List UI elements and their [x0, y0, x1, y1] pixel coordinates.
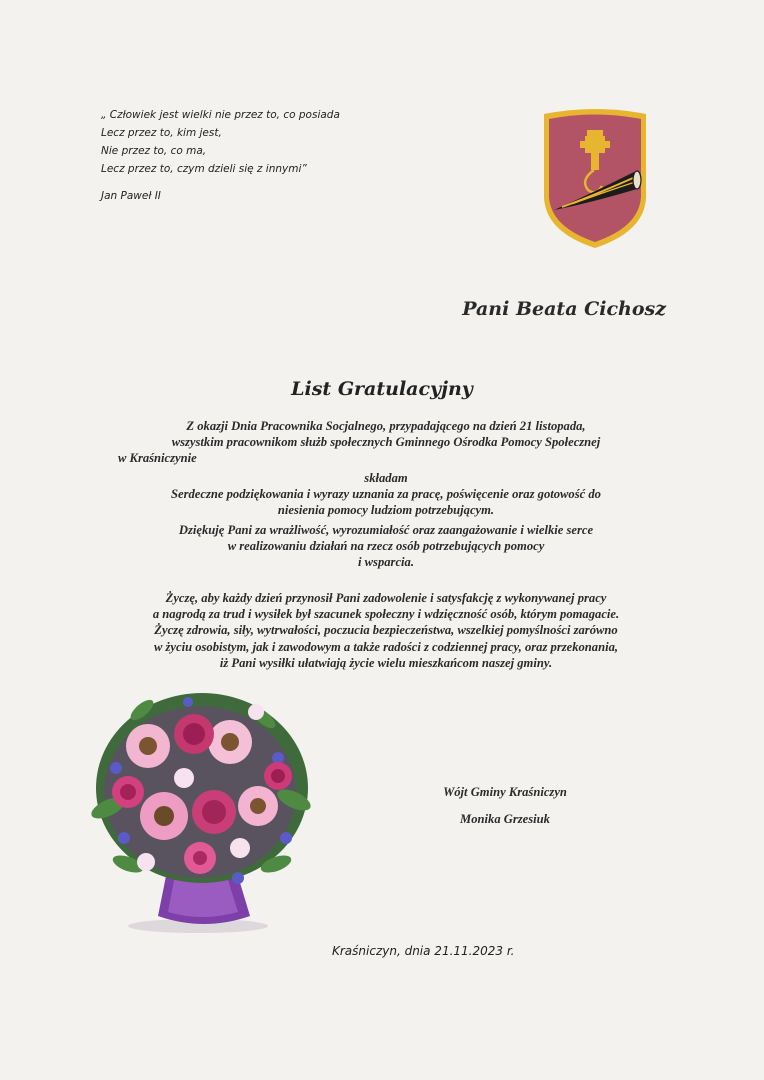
paragraph-occasion	[96, 418, 676, 467]
paragraph-line: w Kraśniczynie	[118, 451, 197, 466]
place-and-date: Kraśniczyn, dnia 21.11.2023 r.	[332, 944, 515, 958]
paragraph-line: w życiu osobistym, jak i zawodowym a także radości z codziennej pracy, oraz przekonania,	[153, 639, 619, 654]
paragraph-line: składam	[364, 471, 408, 485]
letter-title: List Gratulacyjny	[291, 378, 473, 400]
quote-line: „ Człowiek jest wielki nie przez to, co posiada	[101, 109, 340, 121]
paragraph-line: iż Pani wysiłki ułatwiają życie wielu mieszkańcom naszej gminy.	[219, 655, 553, 670]
recipient-name: Pani Beata Cichosz	[462, 298, 666, 320]
signature-block	[400, 785, 610, 827]
flower-bouquet-image	[88, 688, 320, 938]
quote-line: Lecz przez to, czym dzieli się z innymi”	[101, 163, 307, 175]
paragraph-line: Życzę zdrowia, siły, wytrwałości, poczucia bezpieczeństwa, wszelkiej pomyślności zarówno	[154, 623, 618, 638]
quote-line: Nie przez to, co ma,	[101, 145, 207, 157]
paragraph-line: a nagrodą za trud i wysiłek był szacunek społeczny i wdzięczność osób, którym pomagacie.	[152, 607, 620, 622]
quote-block	[101, 106, 421, 178]
paragraph-line: Dziękuję Pani za wrażliwość, wyrozumiałość oraz zaangażowanie i wielkie serce	[178, 523, 594, 537]
signature-title: Wójt Gminy Kraśniczyn	[443, 785, 567, 799]
paragraph-line: Życzę, aby każdy dzień przynosił Pani zadowolenie i satysfakcję z wykonywanej pracy	[165, 591, 607, 605]
signature-name: Monika Grzesiuk	[460, 812, 550, 826]
paragraph-appreciation	[96, 522, 676, 571]
paragraph-line: Z okazji Dnia Pracownika Socjalnego, przypadającego na dzień 21 listopada,	[186, 419, 586, 433]
quote-line: Lecz przez to, kim jest,	[101, 127, 222, 139]
quote-author: Jan Paweł II	[101, 190, 161, 202]
paragraph-thanks	[96, 470, 676, 519]
paragraph-line: niesienia pomocy ludziom potrzebującym.	[277, 503, 495, 518]
coat-of-arms-icon	[536, 106, 654, 254]
paragraph-line: Serdeczne podziękowania i wyrazy uznania za pracę, poświęcenie oraz gotowość do	[171, 487, 601, 502]
paragraph-line: wszystkim pracownikom służb społecznych Gminnego Ośrodka Pomocy Społecznej	[171, 435, 601, 450]
paragraph-line: w realizowaniu działań na rzecz osób potrzebujących pomocy	[227, 539, 545, 554]
paragraph-line: i wsparcia.	[358, 555, 414, 570]
paragraph-wishes	[96, 590, 676, 671]
